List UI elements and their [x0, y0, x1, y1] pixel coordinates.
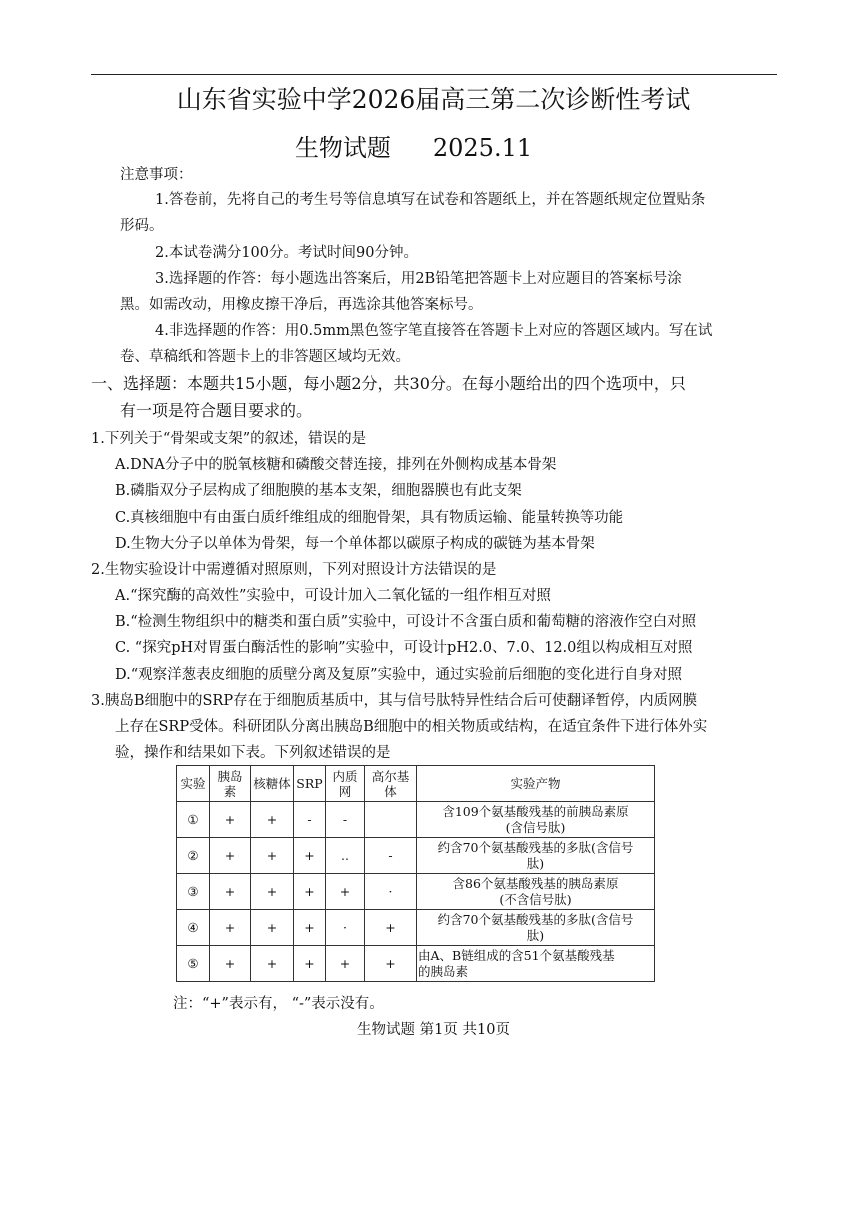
cell-insulin: + [210, 946, 251, 982]
question-2-option-b: B.“检测生物组织中的糖类和蛋白质”实验中，可设计不含蛋白质和葡萄糖的溶液作空白对照 [115, 614, 697, 630]
cell-product: 约含70个氨基酸残基的多肽(含信号 肽) [417, 910, 655, 946]
row-id: ② [177, 838, 210, 874]
cell-product: 含109个氨基酸残基的前胰岛素原 (含信号肽) [417, 802, 655, 838]
cell-golgi: + [365, 946, 417, 982]
table-header-row [177, 766, 655, 802]
cell-ribosome: + [251, 946, 294, 982]
experiment-table [176, 765, 655, 982]
exam-subtitle [0, 131, 847, 165]
table-note: 注：“+”表示有， “-”表示没有。 [173, 996, 384, 1012]
question-1-option-d: D.生物大分子以单体为骨架，每一个单体都以碳原子构成的碳链为基本骨架 [115, 536, 595, 552]
cell-insulin: + [210, 874, 251, 910]
header-product: 实验产物 [417, 766, 655, 802]
subject-label: 生物试题 [294, 134, 391, 162]
question-2-option-c: C. “探究pH对胃蛋白酶活性的影响”实验中，可设计pH2.0、7.0、12.0组以构成相互对照 [115, 640, 693, 656]
row-id: ⑤ [177, 946, 210, 982]
cell-srp: + [294, 910, 326, 946]
notice-item-3-line2: 黑。如需改动，用橡皮擦干净后，再选涂其他答案标号。 [120, 297, 483, 313]
question-3-stem-line3: 验，操作和结果如下表。下列叙述错误的是 [115, 745, 391, 761]
cell-ribosome: + [251, 802, 294, 838]
notice-item-4-line1: 4.非选择题的作答：用0.5mm黑色签字笔直接答在答题卡上对应的答题区域内。写在试 [155, 323, 713, 339]
cell-product: 约含70个氨基酸残基的多肽(含信号 肽) [417, 838, 655, 874]
cell-srp: + [294, 874, 326, 910]
question-1-stem: 1.下列关于“骨架或支架”的叙述，错误的是 [91, 431, 367, 447]
header-rule [91, 74, 777, 75]
cell-srp: + [294, 946, 326, 982]
header-insulin: 胰岛 素 [210, 766, 251, 802]
header-er: 内质 网 [326, 766, 365, 802]
question-1-option-a: A.DNA分子中的脱氧核糖和磷酸交替连接，排列在外侧构成基本骨架 [115, 457, 557, 473]
notice-item-1-line1: 1.答卷前，先将自己的考生号等信息填写在试卷和答题纸上，并在答题纸规定位置贴条 [155, 192, 706, 208]
question-2-option-a: A.“探究酶的高效性”实验中，可设计加入二氧化锰的一组作相互对照 [115, 588, 551, 604]
cell-er: - [326, 802, 365, 838]
cell-ribosome: + [251, 874, 294, 910]
cell-er: · [326, 910, 365, 946]
notice-item-3-line1: 3.选择题的作答：每小题选出答案后，用2B铅笔把答题卡上对应题目的答案标号涂 [155, 271, 682, 287]
notice-heading: 注意事项： [120, 167, 193, 183]
notice-item-4-line2: 卷、草稿纸和答题卡上的非答题区域均无效。 [120, 349, 410, 365]
table-row [177, 910, 655, 946]
question-1-option-b: B.磷脂双分子层构成了细胞膜的基本支架，细胞器膜也有此支架 [115, 483, 522, 499]
question-1-option-c: C.真核细胞中有由蛋白质纤维组成的细胞骨架，具有物质运输、能量转换等功能 [115, 510, 624, 526]
cell-golgi [365, 802, 417, 838]
header-ribosome: 核糖体 [251, 766, 294, 802]
question-3-stem-line2: 上存在SRP受体。科研团队分离出胰岛B细胞中的相关物质或结构，在适宜条件下进行体外实 [115, 719, 708, 735]
exam-title: 山东省实验中学2026届高三第二次诊断性考试 [176, 85, 691, 114]
cell-insulin: + [210, 910, 251, 946]
notice-item-1-line2: 形码。 [120, 218, 164, 234]
cell-ribosome: + [251, 838, 294, 874]
cell-er: .. [326, 838, 365, 874]
header-golgi: 高尔基 体 [365, 766, 417, 802]
header-experiment: 实验 [177, 766, 210, 802]
cell-product: 由A、B链组成的含51个氨基酸残基 的胰岛素 [417, 946, 655, 982]
cell-golgi: + [365, 910, 417, 946]
cell-insulin: + [210, 838, 251, 874]
cell-golgi: - [365, 838, 417, 874]
section-heading-line2: 有一项是符合题目要求的。 [120, 401, 313, 420]
cell-srp: - [294, 802, 326, 838]
row-id: ④ [177, 910, 210, 946]
cell-er: + [326, 874, 365, 910]
table-row [177, 838, 655, 874]
cell-er: + [326, 946, 365, 982]
question-2-option-d: D.“观察洋葱表皮细胞的质壁分离及复原”实验中，通过实验前后细胞的变化进行自身对照 [115, 667, 683, 683]
table-row [177, 802, 655, 838]
row-id: ① [177, 802, 210, 838]
cell-srp: + [294, 838, 326, 874]
header-srp: SRP [294, 766, 326, 802]
question-2-stem: 2.生物实验设计中需遵循对照原则，下列对照设计方法错误的是 [91, 562, 497, 578]
notice-item-2: 2.本试卷满分100分。考试时间90分钟。 [155, 245, 418, 261]
exam-date: 2025.11 [432, 134, 533, 162]
page-footer: 生物试题 第1页 共10页 [357, 1022, 510, 1038]
cell-product: 含86个氨基酸残基的胰岛素原 (不含信号肽) [417, 874, 655, 910]
row-id: ③ [177, 874, 210, 910]
question-3-stem-line1: 3.胰岛B细胞中的SRP存在于细胞质基质中，其与信号肽特异性结合后可使翻译暂停，内质网膜 [91, 693, 698, 709]
section-heading-line1: 一、选择题：本题共15小题，每小题2分，共30分。在每小题给出的四个选项中，只 [91, 374, 686, 393]
cell-ribosome: + [251, 910, 294, 946]
table-row [177, 874, 655, 910]
table-row [177, 946, 655, 982]
cell-insulin: + [210, 802, 251, 838]
cell-golgi: · [365, 874, 417, 910]
